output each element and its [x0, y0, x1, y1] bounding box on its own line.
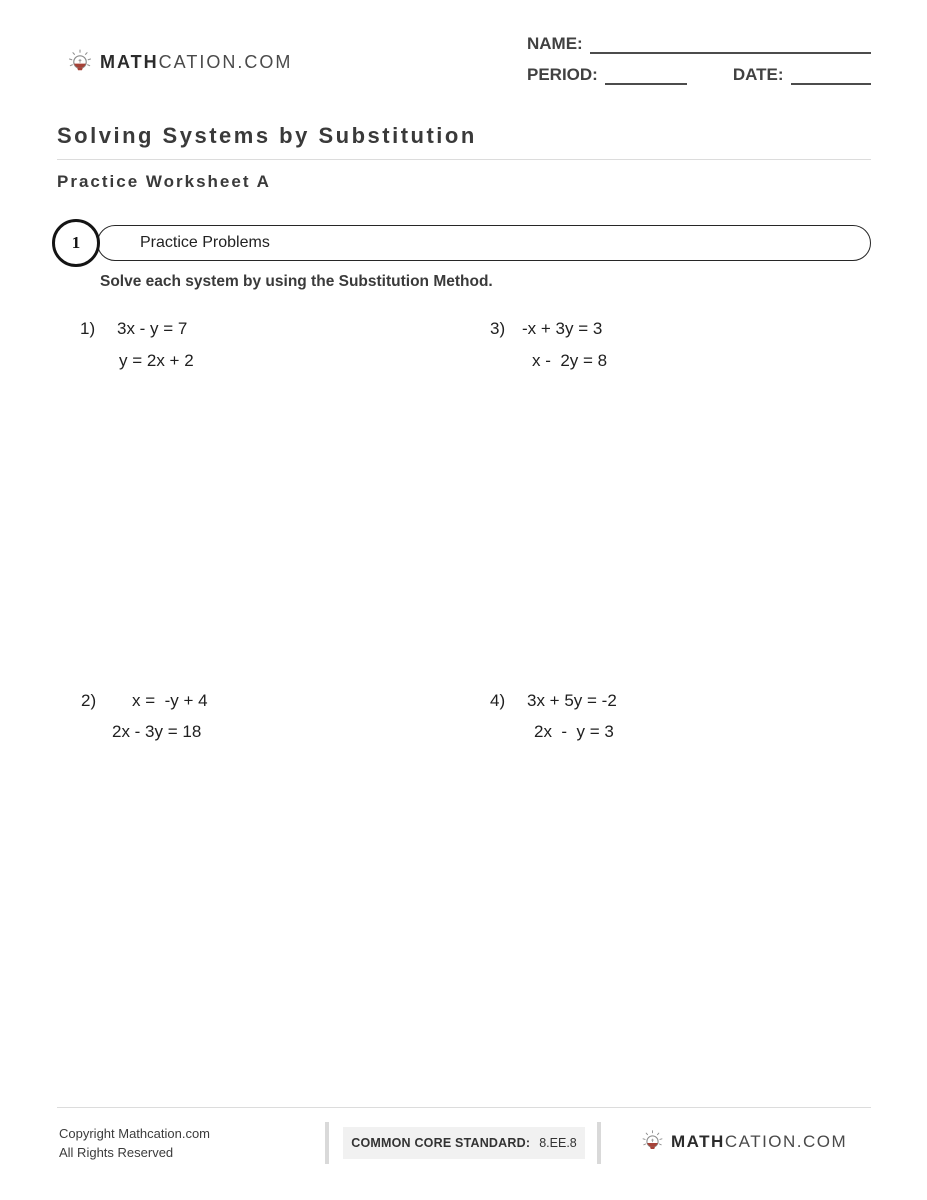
title-divider [57, 159, 871, 160]
section-banner [97, 225, 871, 261]
common-core-standard-badge [343, 1127, 585, 1159]
student-info-fields [527, 34, 871, 85]
copyright-line-2: All Rights Reserved [59, 1145, 174, 1161]
name-row [527, 34, 871, 54]
copyright-line-1: Copyright Mathcation.com [59, 1126, 211, 1141]
logo-wordmark: MATHCATION.COM [100, 51, 293, 72]
date-label: DATE: [732, 65, 784, 84]
equation-line: -x + 3y = 3 [522, 319, 603, 338]
page-title: Solving Systems by Substitution [57, 123, 477, 148]
equation-line: 2x - 3y = 18 [112, 722, 202, 741]
name-label: NAME: [527, 34, 583, 53]
footer-logo [640, 1128, 847, 1155]
footer-separator-bar [325, 1122, 329, 1164]
header-logo [66, 47, 292, 77]
section-number: 1 [71, 233, 81, 252]
footer-divider [57, 1107, 871, 1108]
equation-line: y = 2x + 2 [119, 351, 194, 370]
footer-separator-bar [597, 1122, 601, 1164]
period-label: PERIOD: [527, 65, 598, 84]
equation-line: 2x - y = 3 [534, 722, 614, 741]
copyright-text [59, 1124, 210, 1162]
standard-value: 8.EE.8 [539, 1136, 577, 1150]
name-blank-line [590, 34, 871, 54]
equation-line: 3x + 5y = -2 [527, 691, 617, 710]
equation-line: x = -y + 4 [132, 691, 208, 710]
logo-wordmark: MATHCATION.COM [671, 1131, 848, 1151]
standard-label: COMMON CORE STANDARD: [351, 1136, 531, 1150]
problem-number: 4) [490, 691, 506, 710]
period-blank-line [605, 65, 687, 85]
problem-number: 3) [490, 319, 506, 338]
worksheet-subtitle: Practice Worksheet A [57, 172, 271, 191]
period-date-row [527, 65, 871, 85]
instructions-text: Solve each system by using the Substitution Method. [100, 273, 493, 290]
equation-line: 3x - y = 7 [117, 319, 188, 338]
lightbulb-icon [640, 1128, 665, 1155]
date-blank-line [791, 65, 871, 85]
equation-line: x - 2y = 8 [532, 351, 608, 370]
section-number-badge [52, 219, 100, 267]
lightbulb-icon [66, 47, 94, 77]
section-title: Practice Problems [140, 234, 270, 251]
problem-number: 1) [80, 319, 96, 338]
problem-number: 2) [81, 691, 97, 710]
